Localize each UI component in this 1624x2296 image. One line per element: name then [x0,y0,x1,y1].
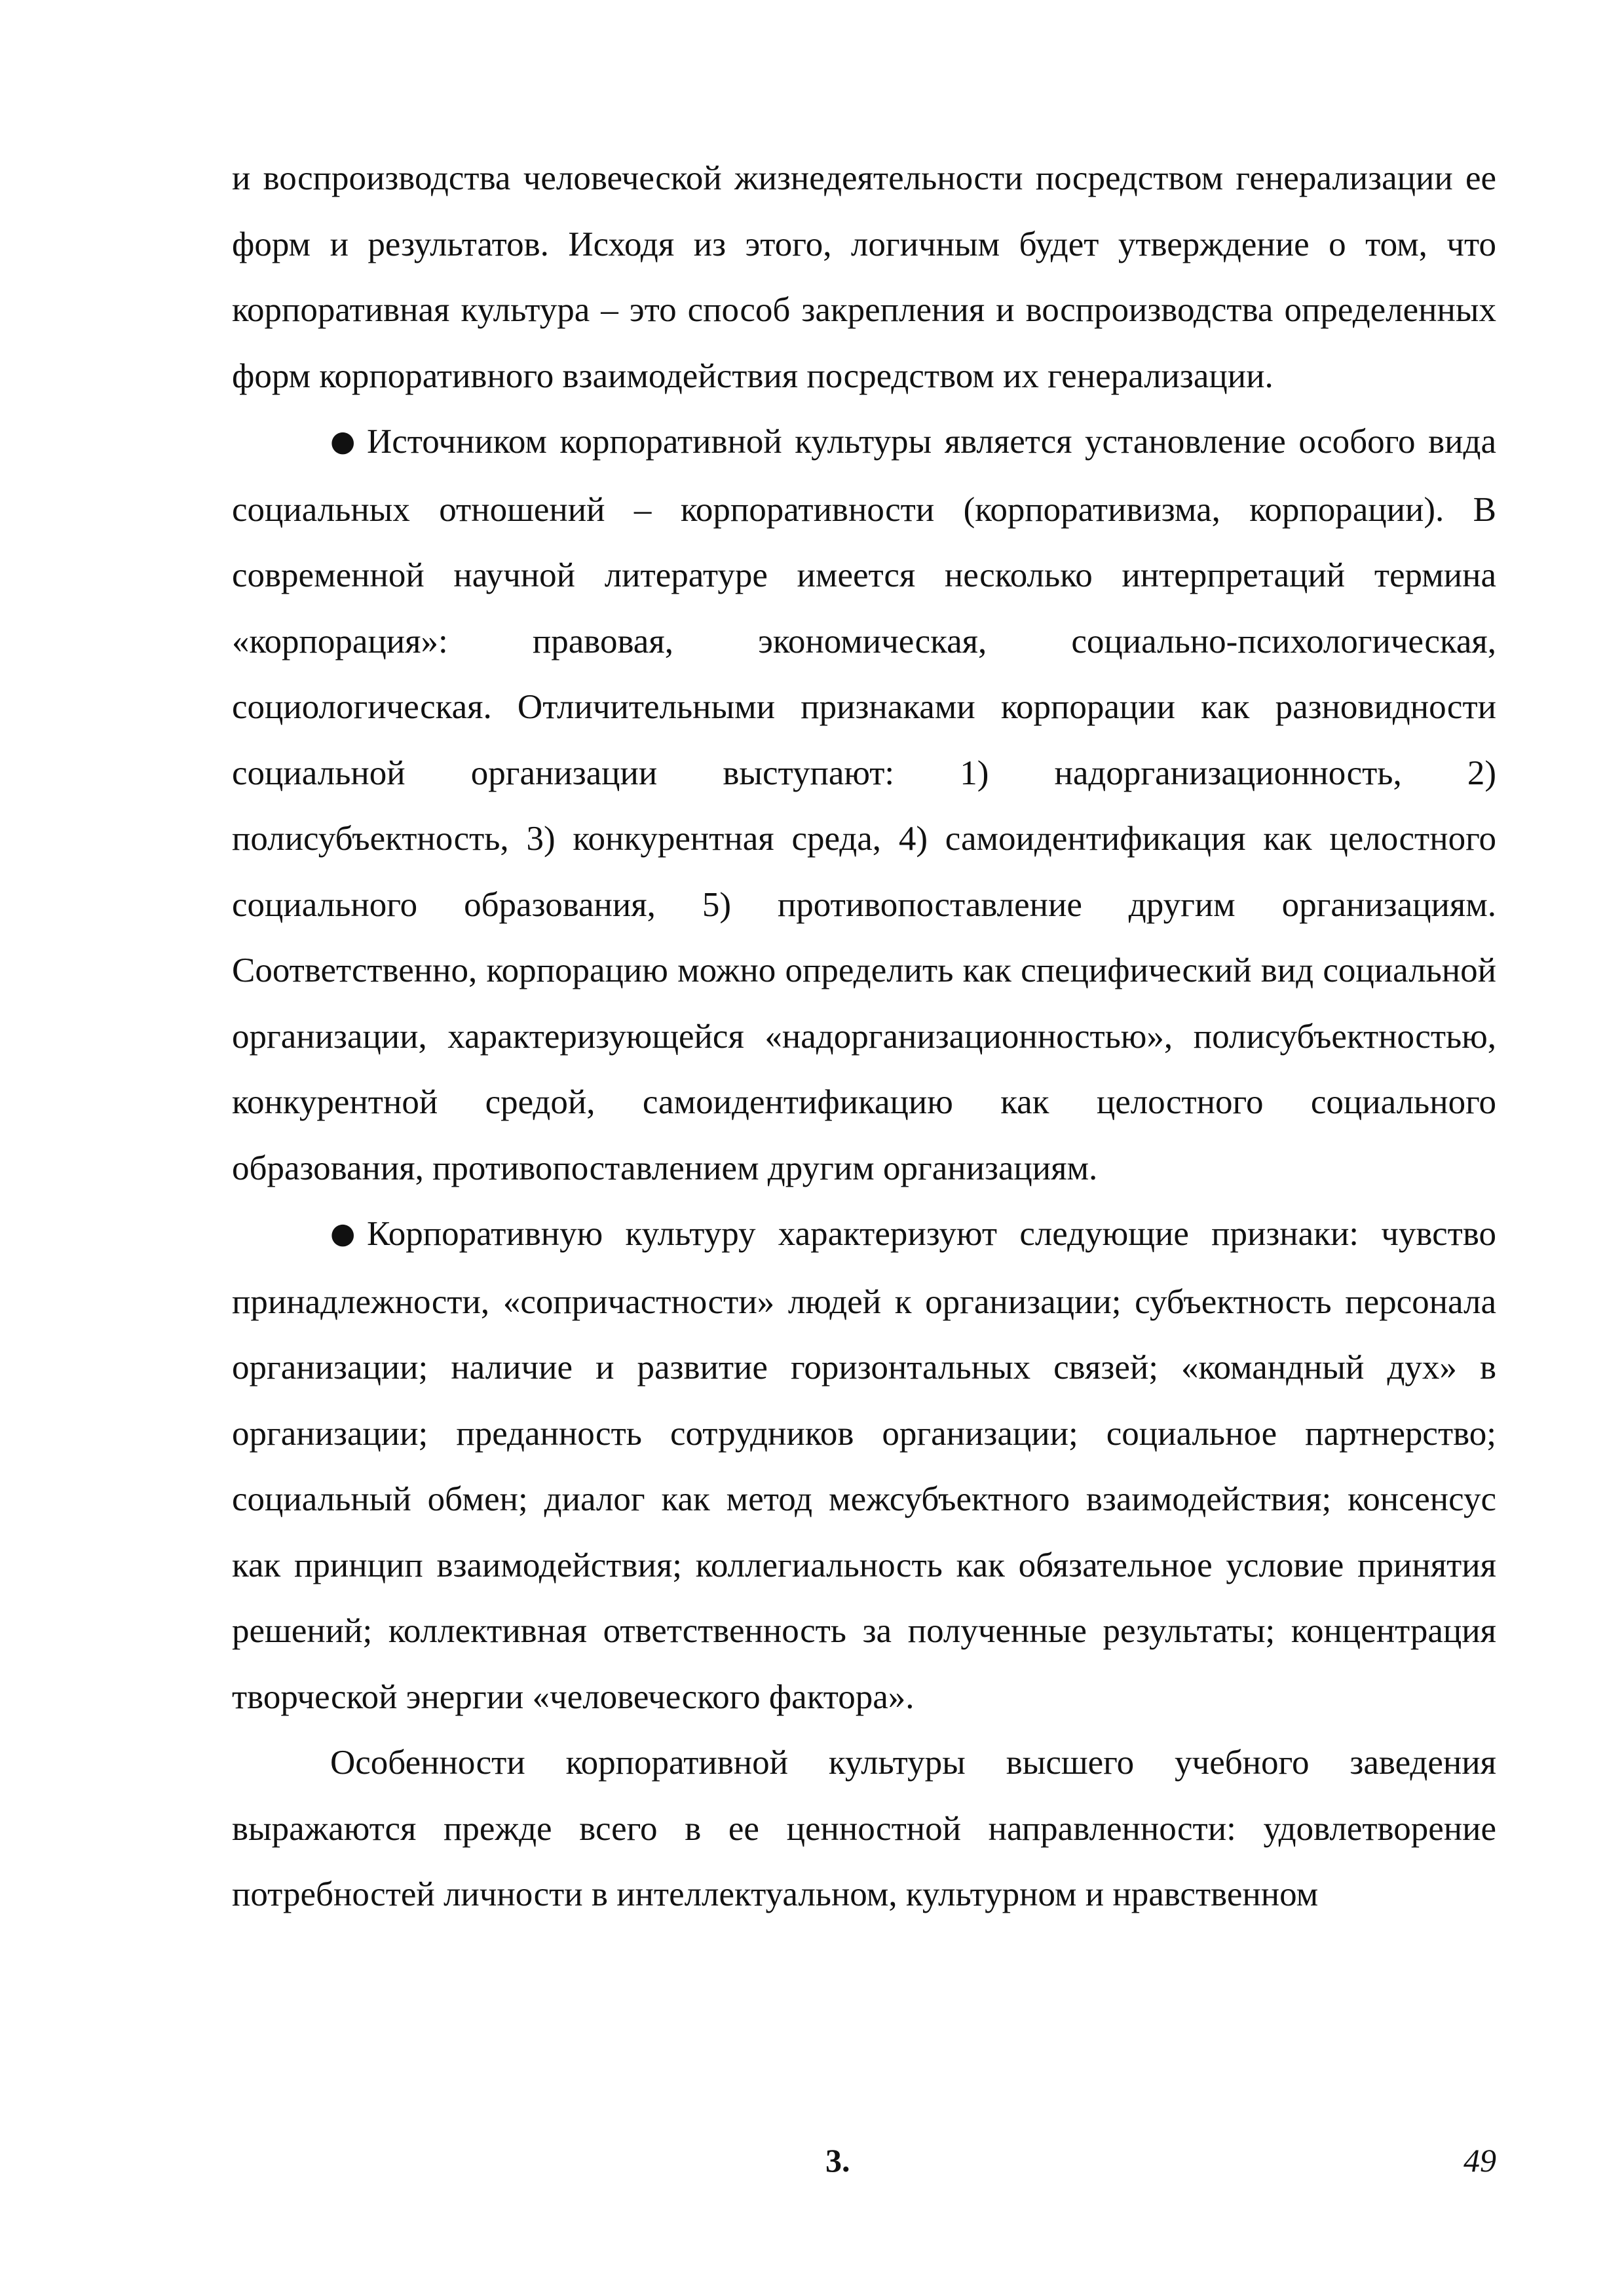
paragraph-text: Корпоративную культуру характеризуют следующие признаки: чувство принадлежности, «сопричастности» людей к организации; субъектность персонала организации; наличие и развитие горизонтальных связей; «командный дух» в организации; преданность сотрудников организации; социальное партнерство; социальный обмен; диалог как метод межсубъектного взаимодействия; консенсус как принцип взаимодействия; коллегиальность как обязательное условие принятия решений; коллективная ответственность за полученные результаты; концентрация творческой энергии «человеческого фактора». [232,1215,1496,1716]
bullet-paragraph-corporation [232,409,1496,1201]
text-body [232,145,1496,1928]
paragraph-university-culture [232,1730,1496,1928]
bullet-icon: ● [330,1217,356,1250]
paragraph-text: и воспроизводства человеческой жизнедеятельности посредством генерализации ее форм и результатов. Исходя из этого, логичным будет утверждение о том, что корпоративная культура – это способ закрепления и воспроизводства определенных форм корпоративного взаимодействия посредством их генерализации. [232,159,1496,395]
bullet-icon: ● [330,425,356,458]
bullet-paragraph-features [232,1201,1496,1730]
paragraph-text: Источником корпоративной культуры является установление особого вида социальных отношений – корпоративности (корпоративизма, корпорации). В современной научной литературе имеется несколько интерпретаций термина «корпорация»: правовая, экономическая, социально-психологическая, социологическая. Отличительными признаками корпорации как разновидности социальной организации выступают: 1) надорганизационность, 2) полисубъектность, 3) конкурентная среда, 4) самоидентификация как целостного социального образования, 5) противопоставление другим организациям. Соответственно, корпорацию можно определить как специфический вид социальной организации, характеризующейся «надорганизационностью», полисубъектностью, конкурентной средой, самоидентификацию как целостного социального образования, противопоставлением другим организациям. [232,423,1496,1187]
paragraph-continuation [232,145,1496,409]
footer-section-mark: 3. [825,2142,850,2179]
page-number: 49 [1463,2142,1496,2179]
paragraph-text: Особенности корпоративной культуры высшего учебного заведения выражаются прежде всего в ее ценностной направленности: удовлетворение потребностей личности в интеллектуальном, культурном и нравственном [232,1744,1496,1913]
